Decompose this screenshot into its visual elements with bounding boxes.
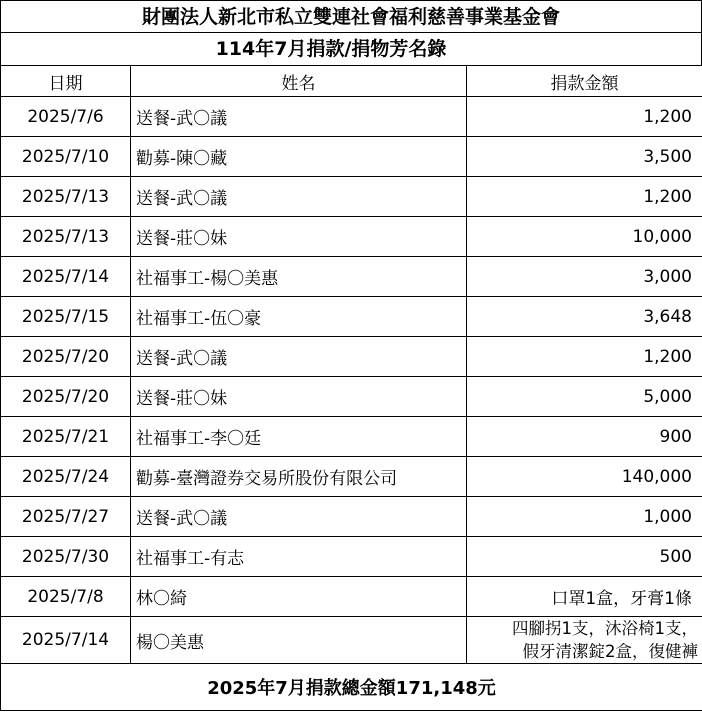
table-row: [1, 177, 702, 217]
row-name: 勸募-臺灣證券交易所股份有限公司: [131, 457, 467, 497]
row-date: 2025/7/20: [1, 337, 131, 377]
row-amount-line-1: 四腳拐1支，沐浴椅1支，: [512, 619, 698, 638]
row-amount: 900: [467, 417, 702, 457]
row-name: 楊〇美惠: [131, 617, 467, 664]
row-amount: 口罩1盒，牙膏1條: [467, 577, 702, 617]
table-row: [1, 617, 702, 664]
table-row: [1, 217, 702, 257]
row-amount: 3,500: [467, 137, 702, 177]
row-name: 勸募-陳〇藏: [131, 137, 467, 177]
row-date: 2025/7/13: [1, 217, 131, 257]
row-name: 送餐-武〇議: [131, 337, 467, 377]
row-amount: 10,000: [467, 217, 702, 257]
row-name: 社福事工-伍〇豪: [131, 297, 467, 337]
table-row: [1, 337, 702, 377]
row-name: 林〇綺: [131, 577, 467, 617]
row-amount-line-2: 假牙清潔錠2盒，復健褲: [522, 642, 698, 661]
report-subtitle: 114年7月捐款/捐物芳名錄: [0, 32, 702, 65]
donation-table: [0, 65, 702, 711]
row-amount: 500: [467, 537, 702, 577]
row-amount: 1,000: [467, 497, 702, 537]
row-date: 2025/7/24: [1, 457, 131, 497]
table-row: [1, 137, 702, 177]
row-date: 2025/7/27: [1, 497, 131, 537]
header-date: 日期: [1, 66, 131, 97]
donation-rows: [1, 97, 702, 664]
table-row: [1, 257, 702, 297]
row-amount: 3,000: [467, 257, 702, 297]
header-name: 姓名: [131, 66, 467, 97]
table-row: [1, 577, 702, 617]
table-row: [1, 537, 702, 577]
row-name: 送餐-武〇議: [131, 177, 467, 217]
row-date: 2025/7/8: [1, 577, 131, 617]
table-row: [1, 97, 702, 137]
row-date: 2025/7/20: [1, 377, 131, 417]
row-date: 2025/7/15: [1, 297, 131, 337]
row-amount: 5,000: [467, 377, 702, 417]
table-row: [1, 497, 702, 537]
row-date: 2025/7/13: [1, 177, 131, 217]
row-date: 2025/7/30: [1, 537, 131, 577]
row-name: 社福事工-李〇廷: [131, 417, 467, 457]
total-amount: 2025年7月捐款總金額171,148元: [1, 664, 702, 711]
row-amount: [467, 617, 702, 664]
header-amount: 捐款金額: [467, 66, 702, 97]
row-name: 社福事工-有志: [131, 537, 467, 577]
total-row: [1, 664, 702, 711]
foundation-title: 財團法人新北市私立雙連社會福利慈善事業基金會: [0, 0, 702, 32]
row-date: 2025/7/21: [1, 417, 131, 457]
row-date: 2025/7/6: [1, 97, 131, 137]
row-name: 送餐-武〇議: [131, 97, 467, 137]
table-row: [1, 417, 702, 457]
row-date: 2025/7/14: [1, 617, 131, 664]
row-name: 送餐-武〇議: [131, 497, 467, 537]
row-amount: 140,000: [467, 457, 702, 497]
header-row: [1, 66, 702, 97]
table-row: [1, 377, 702, 417]
table-row: [1, 297, 702, 337]
row-amount: 3,648: [467, 297, 702, 337]
row-name: 社福事工-楊〇美惠: [131, 257, 467, 297]
row-date: 2025/7/10: [1, 137, 131, 177]
row-amount: 1,200: [467, 177, 702, 217]
row-date: 2025/7/14: [1, 257, 131, 297]
row-name: 送餐-莊〇妹: [131, 377, 467, 417]
row-name: 送餐-莊〇妹: [131, 217, 467, 257]
table-row: [1, 457, 702, 497]
row-amount: 1,200: [467, 97, 702, 137]
row-amount: 1,200: [467, 337, 702, 377]
